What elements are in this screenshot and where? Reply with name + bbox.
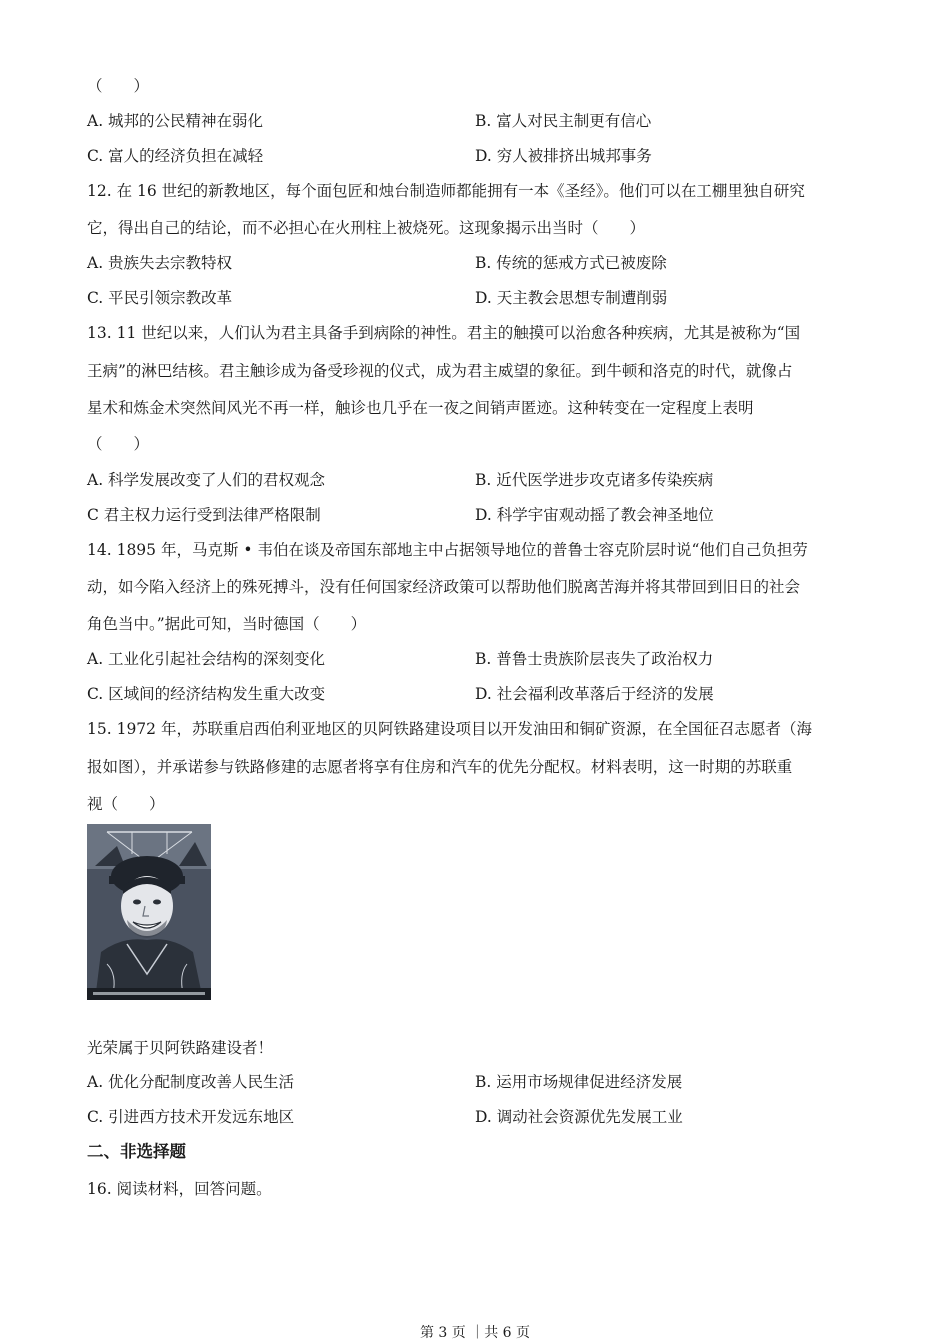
page-footer: 第 3 页 ｜共 6 页 bbox=[419, 1325, 531, 1341]
q11-paren: （ ） bbox=[87, 77, 150, 95]
q11-options-ab bbox=[87, 111, 867, 131]
q14-stem-line2: 动，如今陷入经济上的殊死搏斗，没有任何国家经济政策可以帮助他们脱离苦海并将其带回到旧日的社会 bbox=[87, 578, 801, 596]
q15-poster-caption: 光荣属于贝阿铁路建设者！ bbox=[87, 1039, 274, 1057]
q13-paren: （ ） bbox=[87, 435, 150, 453]
q11-option-a: A. 城邦的公民精神在弱化 bbox=[87, 112, 264, 130]
q11-option-d: D. 穷人被排挤出城邦事务 bbox=[475, 147, 652, 165]
q13-option-a: A. 科学发展改变了人们的君权观念 bbox=[87, 471, 326, 489]
q12-option-c: C. 平民引领宗教改革 bbox=[87, 289, 233, 307]
q11-options-cd bbox=[87, 146, 867, 166]
q13-options-cd bbox=[87, 505, 867, 525]
q12-option-b: B. 传统的惩戒方式已被废除 bbox=[475, 254, 667, 272]
q13-stem-line3: 星术和炼金术突然间风光不再一样，触诊也几乎在一夜之间销声匿迹。这种转变在一定程度上表明 bbox=[87, 399, 754, 417]
q13-option-c: C 君主权力运行受到法律严格限制 bbox=[87, 506, 321, 524]
q12-stem-line2: 它，得出自己的结论，而不必担心在火刑柱上被烧死。这现象揭示出当时（ ） bbox=[87, 219, 646, 237]
q14-option-d: D. 社会福利改革落后于经济的发展 bbox=[475, 685, 714, 703]
q12-stem-line1: 12. 在 16 世纪的新教地区，每个面包匠和烛台制造师都能拥有一本《圣经》。他们可以在工棚里独自研究 bbox=[87, 182, 805, 200]
q12-option-a: A. 贵族失去宗教特权 bbox=[87, 254, 233, 272]
q12-options-cd bbox=[87, 288, 867, 308]
q15-option-c: C. 引进西方技术开发远东地区 bbox=[87, 1108, 295, 1126]
q15-option-b: B. 运用市场规律促进经济发展 bbox=[475, 1073, 683, 1091]
q15-option-a: A. 优化分配制度改善人民生活 bbox=[87, 1073, 295, 1091]
q12-options-ab bbox=[87, 253, 867, 273]
q14-options-cd bbox=[87, 684, 867, 704]
q11-option-c: C. 富人的经济负担在减轻 bbox=[87, 147, 264, 165]
q14-stem-line3: 角色当中。”据此可知，当时德国（ ） bbox=[87, 615, 367, 633]
q14-stem-line1: 14. 1895 年，马克斯 • 韦伯在谈及帝国东部地主中占据领导地位的普鲁士容克阶层时说“他们自己负担劳 bbox=[87, 541, 808, 559]
q13-stem-line2: 王病”的淋巴结核。君主触诊成为备受珍视的仪式，成为君主威望的象征。到牛顿和洛克的时代，就像占 bbox=[87, 362, 793, 380]
q13-option-b: B. 近代医学进步攻克诸多传染疾病 bbox=[475, 471, 714, 489]
q11-option-b: B. 富人对民主制更有信心 bbox=[475, 112, 652, 130]
q14-option-a: A. 工业化引起社会结构的深刻变化 bbox=[87, 650, 326, 668]
q13-options-ab bbox=[87, 470, 867, 490]
q14-option-b: B. 普鲁士贵族阶层丧失了政治权力 bbox=[475, 650, 714, 668]
q15-stem-line3: 视（ ） bbox=[87, 795, 165, 813]
q14-options-ab bbox=[87, 649, 867, 669]
section-heading-non-choice: 二、非选择题 bbox=[87, 1142, 186, 1161]
q15-stem-line1: 15. 1972 年，苏联重启西伯利亚地区的贝阿铁路建设项目以开发油田和铜矿资源，在全国征召志愿者（海 bbox=[87, 720, 812, 738]
q12-option-d: D. 天主教会思想专制遭削弱 bbox=[475, 289, 668, 307]
q16-stem: 16. 阅读材料，回答问题。 bbox=[87, 1180, 272, 1198]
propaganda-poster-image bbox=[87, 824, 211, 1000]
q13-stem-line1: 13. 11 世纪以来，人们认为君主具备手到病除的神性。君主的触摸可以治愈各种疾病，尤其是被称为“国 bbox=[87, 324, 801, 342]
q15-options-ab bbox=[87, 1072, 867, 1092]
poster-illustration bbox=[87, 824, 211, 1000]
q15-options-cd bbox=[87, 1107, 867, 1127]
q14-option-c: C. 区域间的经济结构发生重大改变 bbox=[87, 685, 326, 703]
q15-stem-line2: 报如图），并承诺参与铁路修建的志愿者将享有住房和汽车的优先分配权。材料表明，这一时期的苏联重 bbox=[87, 758, 793, 776]
q13-option-d: D. 科学宇宙观动摇了教会神圣地位 bbox=[475, 506, 714, 524]
q15-option-d: D. 调动社会资源优先发展工业 bbox=[475, 1108, 683, 1126]
